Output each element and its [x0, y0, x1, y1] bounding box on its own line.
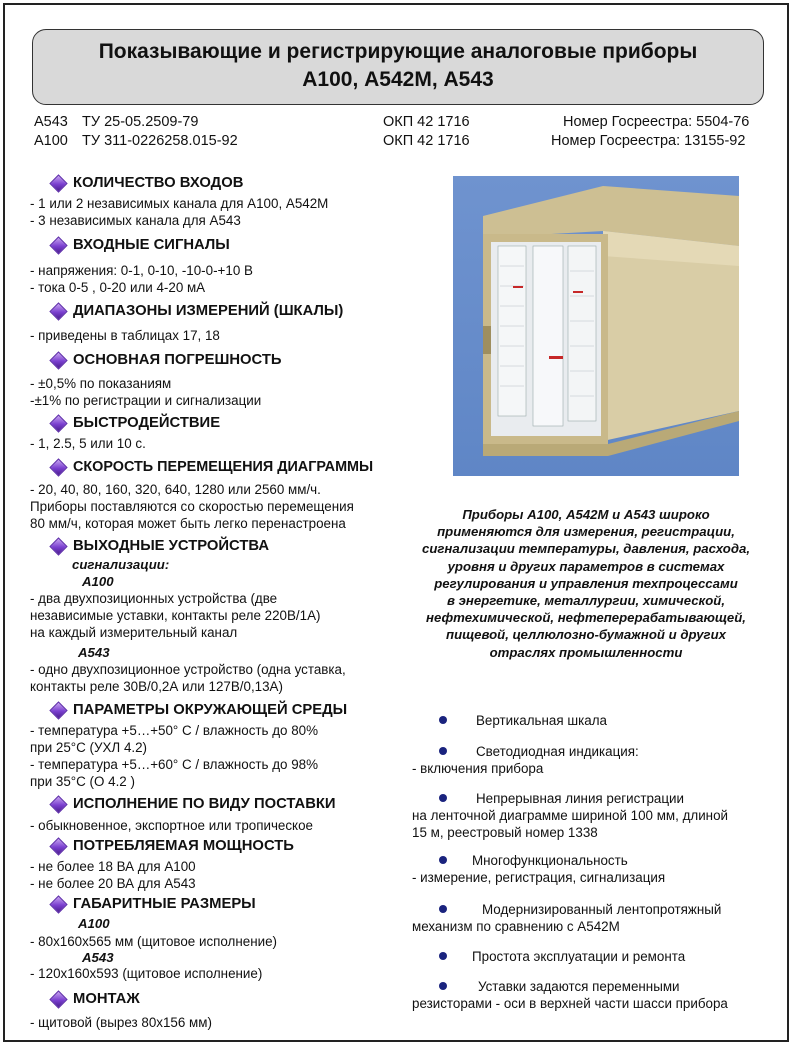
- description-line: применяются для измерения, регистрации,: [437, 524, 735, 540]
- diamond-icon: [49, 990, 67, 1008]
- diamond-icon: [49, 174, 67, 192]
- dimensions-a543-label: А543: [82, 950, 114, 965]
- environment-line-3: - температура +5…+60° С / влажность до 98%: [30, 757, 319, 772]
- feature-3-detail-1: на ленточной диаграмме шириной 100 мм, длиной: [412, 808, 729, 823]
- bullet-icon: [439, 747, 447, 755]
- diamond-icon: [49, 351, 67, 369]
- outputs-line-5: контакты реле 30В/0,2А или 127В/0,13А): [30, 679, 283, 694]
- outputs-line-3: на каждый измерительный канал: [30, 625, 238, 640]
- section-mounting-heading: [52, 991, 140, 1007]
- feature-6: Простота эксплуатации и ремонта: [472, 949, 686, 964]
- description-line: сигнализации температуры, давления, расхода,: [422, 541, 750, 557]
- diamond-icon: [49, 414, 67, 432]
- environment-line-4: при 35°С (О 4.2 ): [30, 774, 135, 789]
- heading-text: БЫСТРОДЕЙСТВИЕ: [73, 415, 221, 431]
- chart-speed-line-1: - 20, 40, 80, 160, 320, 640, 1280 или 2560 мм/ч.: [30, 482, 321, 497]
- section-outputs-heading: [52, 538, 269, 554]
- bullet-icon: [439, 905, 447, 913]
- product-description: [388, 506, 784, 661]
- meta-a543-okp: ОКП 42 1716: [383, 114, 470, 130]
- section-power-heading: [52, 838, 294, 854]
- heading-text: ДИАПАЗОНЫ ИЗМЕРЕНИЙ (ШКАЛЫ): [73, 303, 344, 319]
- outputs-line-4: - одно двухпозиционное устройство (одна уставка,: [30, 662, 346, 677]
- meta-a543-model: А543: [34, 114, 68, 130]
- section-chart-speed-heading: [52, 459, 373, 475]
- power-line-1: - не более 18 ВА для А100: [30, 859, 196, 874]
- power-line-2: - не более 20 ВА для А543: [30, 876, 196, 891]
- heading-text: МОНТАЖ: [73, 991, 140, 1007]
- feature-2-detail: - включения прибора: [412, 761, 544, 776]
- chart-speed-line-2: Приборы поставляются со скоростью перемещения: [30, 499, 354, 514]
- page-title: Показывающие и регистрирующие аналоговые приборы: [98, 40, 698, 63]
- heading-text: ГАБАРИТНЫЕ РАЗМЕРЫ: [73, 896, 256, 912]
- dimensions-line-2: - 120х160х593 (щитовое исполнение): [30, 966, 263, 981]
- meta-a100-model: А100: [34, 133, 68, 149]
- section-ranges-heading: [52, 303, 343, 319]
- environment-line-2: при 25°С (УХЛ 4.2): [30, 740, 148, 755]
- outputs-a543-label: А543: [78, 645, 110, 660]
- product-photo: [453, 176, 739, 476]
- speed-line-1: - 1, 2.5, 5 или 10 с.: [30, 436, 146, 451]
- signals-line-2: - тока 0-5 , 0-20 или 4-20 мА: [30, 280, 206, 295]
- error-line-2: -±1% по регистрации и сигнализации: [30, 393, 262, 408]
- description-line: отраслях промышленности: [489, 644, 683, 660]
- inputs-line-1: - 1 или 2 независимых канала для А100, А542М: [30, 196, 329, 211]
- diamond-icon: [49, 302, 67, 320]
- diamond-icon: [49, 837, 67, 855]
- section-speed-heading: [52, 415, 220, 431]
- outputs-sub: сигнализации:: [72, 557, 170, 572]
- feature-5-detail: механизм по сравнению с А542М: [412, 919, 620, 934]
- feature-7-title: Уставки задаются переменными: [478, 979, 680, 994]
- bullet-icon: [439, 794, 447, 802]
- description-line: уровня и других параметров в системах: [447, 558, 725, 574]
- meta-a543-reg: Номер Госреестра: 5504-76: [563, 114, 750, 130]
- mounting-line-1: - щитовой (вырез 80х156 мм): [30, 1015, 212, 1030]
- description-line: регулирования и управления техпроцессами: [434, 575, 738, 591]
- inputs-line-2: - 3 независимых канала для А543: [30, 213, 241, 228]
- section-signals-heading: [52, 237, 230, 253]
- section-environment-heading: [52, 702, 347, 718]
- meta-a100-okp: ОКП 42 1716: [383, 133, 470, 149]
- section-dimensions-heading: [52, 896, 256, 912]
- meta-a100-reg: Номер Госреестра: 13155-92: [551, 133, 746, 149]
- meta-a100-tu: ТУ 311-0226258.015-92: [82, 133, 238, 149]
- bullet-icon: [439, 982, 447, 990]
- feature-3-detail-2: 15 м, реестровый номер 1338: [412, 825, 598, 840]
- recorder-device-illustration: [453, 176, 739, 476]
- section-error-heading: [52, 352, 282, 368]
- bullet-icon: [439, 716, 447, 724]
- diamond-icon: [49, 537, 67, 555]
- diamond-icon: [49, 458, 67, 476]
- execution-line-1: - обыкновенное, экспортное или тропическое: [30, 818, 313, 833]
- heading-text: ВХОДНЫЕ СИГНАЛЫ: [73, 237, 230, 253]
- feature-4-detail: - измерение, регистрация, сигнализация: [412, 870, 666, 885]
- description-line: Приборы А100, А542М и А543 широко: [462, 507, 710, 522]
- heading-text: ВЫХОДНЫЕ УСТРОЙСТВА: [73, 538, 270, 554]
- diamond-icon: [49, 795, 67, 813]
- description-line: пищевой, целлюлозно-бумажной и других: [446, 627, 726, 643]
- feature-5-title: Модернизированный лентопротяжный: [482, 902, 722, 917]
- chart-speed-line-3: 80 мм/ч, которая может быть легко перенастроена: [30, 516, 346, 531]
- dimensions-line-1: - 80х160х565 мм (щитовое исполнение): [30, 934, 277, 949]
- heading-text: КОЛИЧЕСТВО ВХОДОВ: [73, 175, 244, 191]
- bullet-icon: [439, 856, 447, 864]
- diamond-icon: [49, 701, 67, 719]
- feature-2-title: Светодиодная индикация:: [476, 744, 639, 759]
- heading-text: ОСНОВНАЯ ПОГРЕШНОСТЬ: [73, 352, 282, 368]
- section-inputs-heading: [52, 175, 243, 191]
- feature-3-title: Непрерывная линия регистрации: [476, 791, 685, 806]
- heading-text: ИСПОЛНЕНИЕ ПО ВИДУ ПОСТАВКИ: [73, 796, 336, 812]
- heading-text: СКОРОСТЬ ПЕРЕМЕЩЕНИЯ ДИАГРАММЫ: [73, 459, 374, 475]
- outputs-line-1: - два двухпозиционных устройства (две: [30, 591, 278, 606]
- outputs-line-2: независимые уставки, контакты реле 220В/1А): [30, 608, 321, 623]
- bullet-icon: [439, 952, 447, 960]
- feature-4-title: Многофункциональность: [472, 853, 628, 868]
- diamond-icon: [49, 895, 67, 913]
- heading-text: ПАРАМЕТРЫ ОКРУЖАЮЩЕЙ СРЕДЫ: [73, 702, 348, 718]
- page-subtitle: А100, А542М, А543: [302, 68, 494, 91]
- outputs-a100-label: А100: [82, 574, 114, 589]
- feature-7-detail: резисторами - оси в верхней части шасси прибора: [412, 996, 728, 1011]
- description-line: в энергетике, металлургии, химической,: [446, 593, 726, 609]
- heading-text: ПОТРЕБЛЯЕМАЯ МОЩНОСТЬ: [73, 838, 294, 854]
- signals-line-1: - напряжения: 0-1, 0-10, -10-0-+10 В: [30, 263, 253, 278]
- feature-1: Вертикальная шкала: [476, 713, 607, 728]
- ranges-line-1: - приведены в таблицах 17, 18: [30, 328, 220, 343]
- diamond-icon: [49, 236, 67, 254]
- description-line: нефтехимической, нефтеперерабатывающей,: [426, 610, 746, 626]
- environment-line-1: - температура +5…+50° С / влажность до 80%: [30, 723, 319, 738]
- error-line-1: - ±0,5% по показаниям: [30, 376, 172, 391]
- meta-a543-tu: ТУ 25-05.2509-79: [82, 114, 199, 130]
- title-box: [32, 29, 764, 105]
- section-execution-heading: [52, 796, 336, 812]
- dimensions-a100-label: А100: [78, 916, 110, 931]
